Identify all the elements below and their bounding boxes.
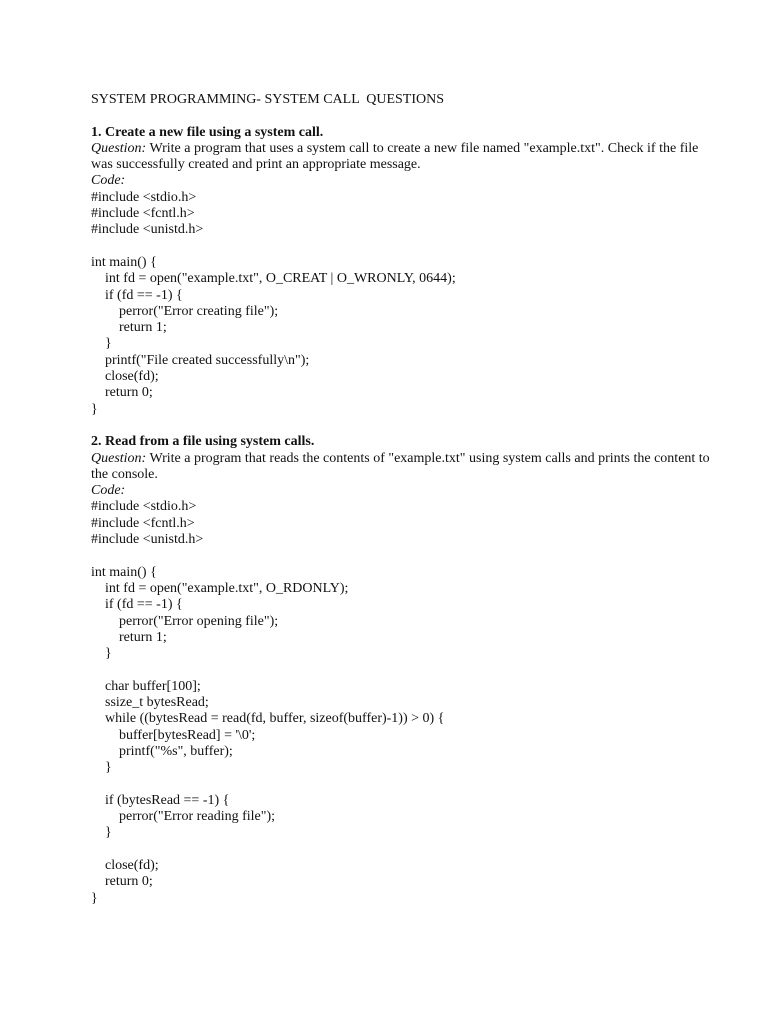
code-line: } — [91, 646, 112, 662]
code-line: close(fd); — [91, 369, 159, 385]
code-line: #include <fcntl.h> — [91, 206, 195, 222]
code-line: #include <stdio.h> — [91, 189, 197, 205]
code-line: } — [91, 401, 98, 417]
question-label: Question: — [91, 450, 147, 466]
code-line: int fd = open("example.txt", O_CREAT | O_WRONLY, 0644); — [91, 271, 456, 287]
code-line: #include <unistd.h> — [91, 532, 204, 548]
code-line: int main() { — [91, 254, 157, 270]
code-line: perror("Error opening file"); — [91, 613, 279, 629]
section-2 — [91, 434, 711, 907]
code-block — [91, 190, 711, 418]
code-line: if (fd == -1) { — [91, 287, 183, 303]
code-line: buffer[bytesRead] = '\0'; — [91, 727, 256, 743]
code-line: } — [91, 890, 98, 906]
code-line: perror("Error reading file"); — [91, 809, 276, 825]
code-line: int fd = open("example.txt", O_RDONLY); — [91, 580, 349, 596]
code-line: char buffer[100]; — [91, 678, 201, 694]
code-line — [91, 842, 711, 858]
code-line — [91, 776, 711, 792]
code-line: perror("Error creating file"); — [91, 303, 279, 319]
code-line: return 0; — [91, 385, 153, 401]
code-line: if (fd == -1) { — [91, 597, 183, 613]
code-line: return 1; — [91, 629, 167, 645]
code-line: return 1; — [91, 320, 167, 336]
code-block — [91, 499, 711, 906]
question-text: Write a program that reads the contents of "example.txt" using system calls and prints the content to the console. — [91, 450, 710, 482]
code-line: ssize_t bytesRead; — [91, 694, 209, 710]
document-page — [91, 92, 711, 907]
code-line: #include <stdio.h> — [91, 499, 197, 515]
question-paragraph — [91, 451, 711, 484]
code-line — [91, 548, 711, 564]
section-heading: 2. Read from a file using system calls. — [91, 434, 315, 450]
code-line: printf("%s", buffer); — [91, 743, 233, 759]
code-line: if (bytesRead == -1) { — [91, 792, 230, 808]
code-line: } — [91, 825, 112, 841]
code-line: return 0; — [91, 874, 153, 890]
code-label: Code: — [91, 483, 126, 499]
code-line: int main() { — [91, 564, 157, 580]
code-line: #include <fcntl.h> — [91, 515, 195, 531]
code-label: Code: — [91, 173, 126, 189]
code-line: #include <unistd.h> — [91, 222, 204, 238]
question-label: Question: — [91, 140, 147, 156]
section-1 — [91, 125, 711, 418]
section-heading: 1. Create a new file using a system call. — [91, 124, 324, 140]
code-line: while ((bytesRead = read(fd, buffer, sizeof(buffer)-1)) > 0) { — [91, 711, 445, 727]
code-line: close(fd); — [91, 857, 159, 873]
question-paragraph — [91, 141, 711, 174]
code-line — [91, 239, 711, 255]
question-text: Write a program that uses a system call to create a new file named "example.txt". Check if the file was successfully created and print an appropriate message. — [91, 140, 699, 173]
code-line: } — [91, 336, 112, 352]
code-line: printf("File created successfully\n"); — [91, 352, 310, 368]
document-title: SYSTEM PROGRAMMING- SYSTEM CALL QUESTIONS — [91, 92, 445, 107]
code-line: } — [91, 760, 112, 776]
code-line — [91, 662, 711, 678]
